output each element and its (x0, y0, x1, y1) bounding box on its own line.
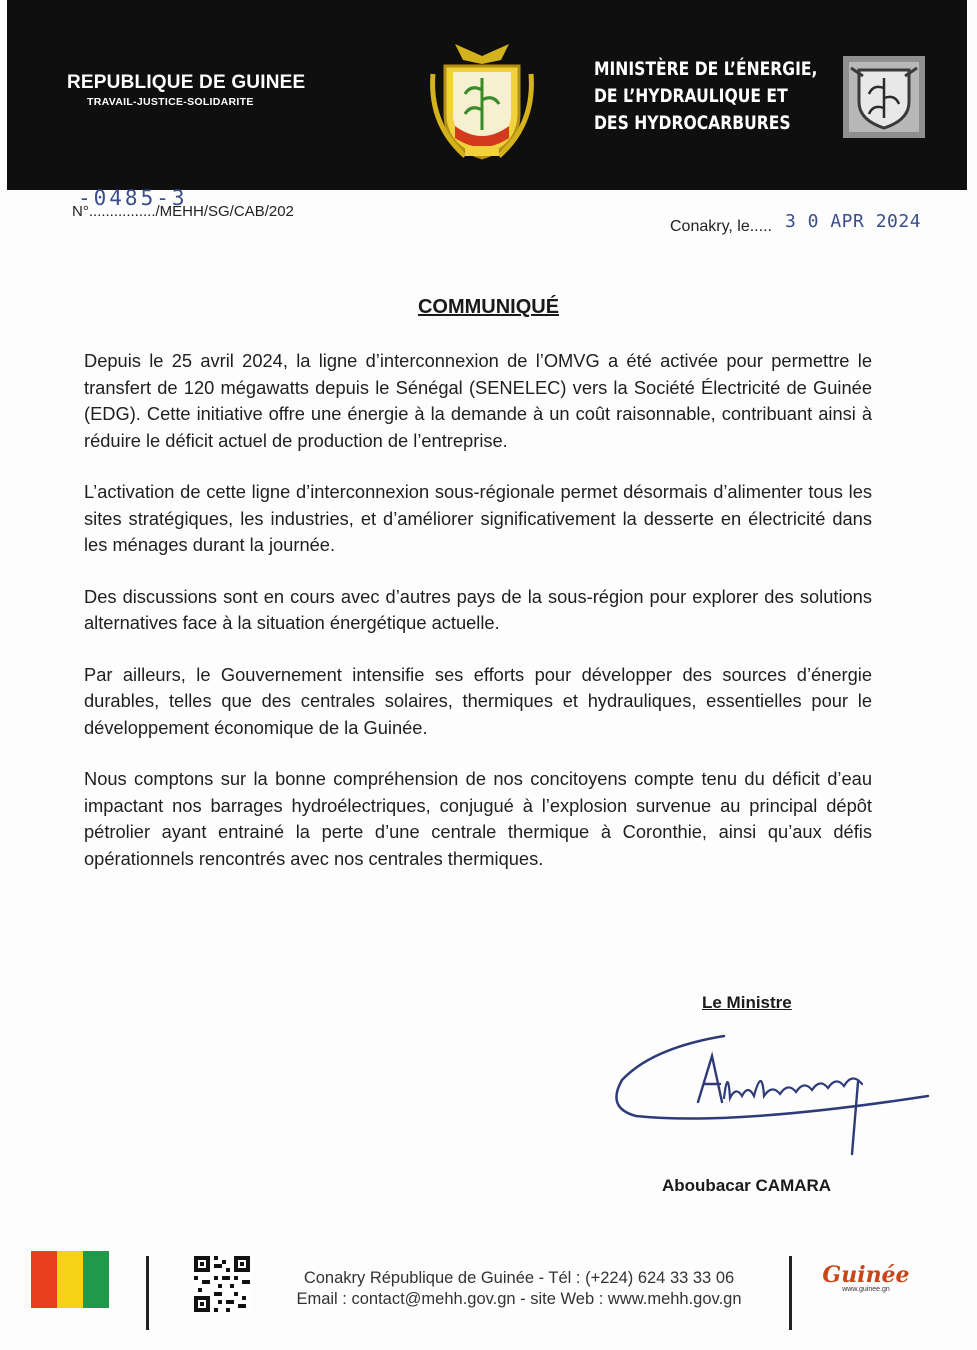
communique-body (84, 348, 872, 897)
footer-contact (262, 1268, 776, 1310)
document-title: COMMUNIQUÉ (417, 296, 560, 318)
paragraph: Depuis le 25 avril 2024, la ligne d’interconnexion de l’OMVG a été activée pour permettre le transfert de 120 mégawatts depuis le Sénégal (SENELEC) vers la Société Électricité de Guinée (EDG). Cette initiative offre une énergie à la demande à un coût raisonnable, contribuant ainsi à réduire le déficit actuel de production de l’entreprise. (84, 350, 872, 451)
paragraph: Des discussions sont en cours avec d’autres pays de la sous-région pour explorer des solutions alternatives face à la situation énergétique actuelle. (84, 585, 872, 633)
ministry-name (594, 56, 866, 137)
footer-address: Conakry République de Guinée - Tél : (+224) 624 33 33 06 (303, 1269, 735, 1287)
qr-code-icon (194, 1256, 250, 1312)
ministry-line-2: DE L’HYDRAULIQUE ET (594, 85, 788, 107)
ministry-emblem-icon (843, 56, 925, 138)
ministry-line-3: DES HYDROCARBURES (594, 112, 791, 134)
guinea-coat-of-arms-icon (425, 34, 539, 164)
footer-divider (146, 1256, 149, 1330)
footer-divider (789, 1256, 792, 1330)
flag-red-stripe (31, 1251, 57, 1308)
guinea-flag-icon (31, 1251, 109, 1308)
date-label: Conakry, le..... (670, 218, 772, 235)
signatory-name: Aboubacar CAMARA (662, 1176, 832, 1195)
footer-email-web: Email : contact@mehh.gov.gn - site Web : www.mehh.gov.gn (296, 1290, 742, 1308)
guinee-logo-url: www.guinee.gn (842, 1286, 890, 1293)
reference-stamp: -0485-3 (78, 186, 188, 210)
guinee-logo-text: Guinée (822, 1262, 910, 1288)
republic-title: REPUBLIQUE DE GUINEE (67, 72, 306, 93)
flag-yellow-stripe (57, 1251, 83, 1308)
letterhead-band (7, 0, 967, 190)
date-stamp: 3 0 APR 2024 (785, 211, 922, 232)
paragraph: Par ailleurs, le Gouvernement intensifie ses efforts pour développer des sources d’énergie durables, telles que des centrales solaires, thermiques et hydrauliques, essentielles pour le développement économique de la Guinée. (84, 663, 872, 738)
reference-number: N°................/MEHH/SG/CAB/202 (72, 203, 294, 220)
handwritten-signature (612, 1026, 932, 1156)
guinee-logo (816, 1262, 916, 1316)
paragraph: Nous comptons sur la bonne compréhension de nos concitoyens compte tenu du déficit d’eau impactant nos barrages hydroélectriques, conjugué à l’explosion survenue au principal dépôt pétrolier ayant entrainé la perte d’une centrale thermique à Coronthie, ainsi qu’aux défis opérationnels rencontrés avec nos centrales thermiques. (84, 768, 872, 869)
paragraph: L’activation de cette ligne d’interconnexion sous-régionale permet désormais d’alimenter tous les sites stratégiques, les industries, et d’améliorer significativement la desserte en électricité dans les ménages durant la journée. (84, 481, 872, 555)
signatory-title: Le Ministre (702, 993, 792, 1012)
flag-green-stripe (83, 1251, 109, 1308)
republic-motto: TRAVAIL-JUSTICE-SOLIDARITE (87, 96, 254, 108)
ministry-line-1: MINISTÈRE DE L’ÉNERGIE, (594, 58, 818, 80)
